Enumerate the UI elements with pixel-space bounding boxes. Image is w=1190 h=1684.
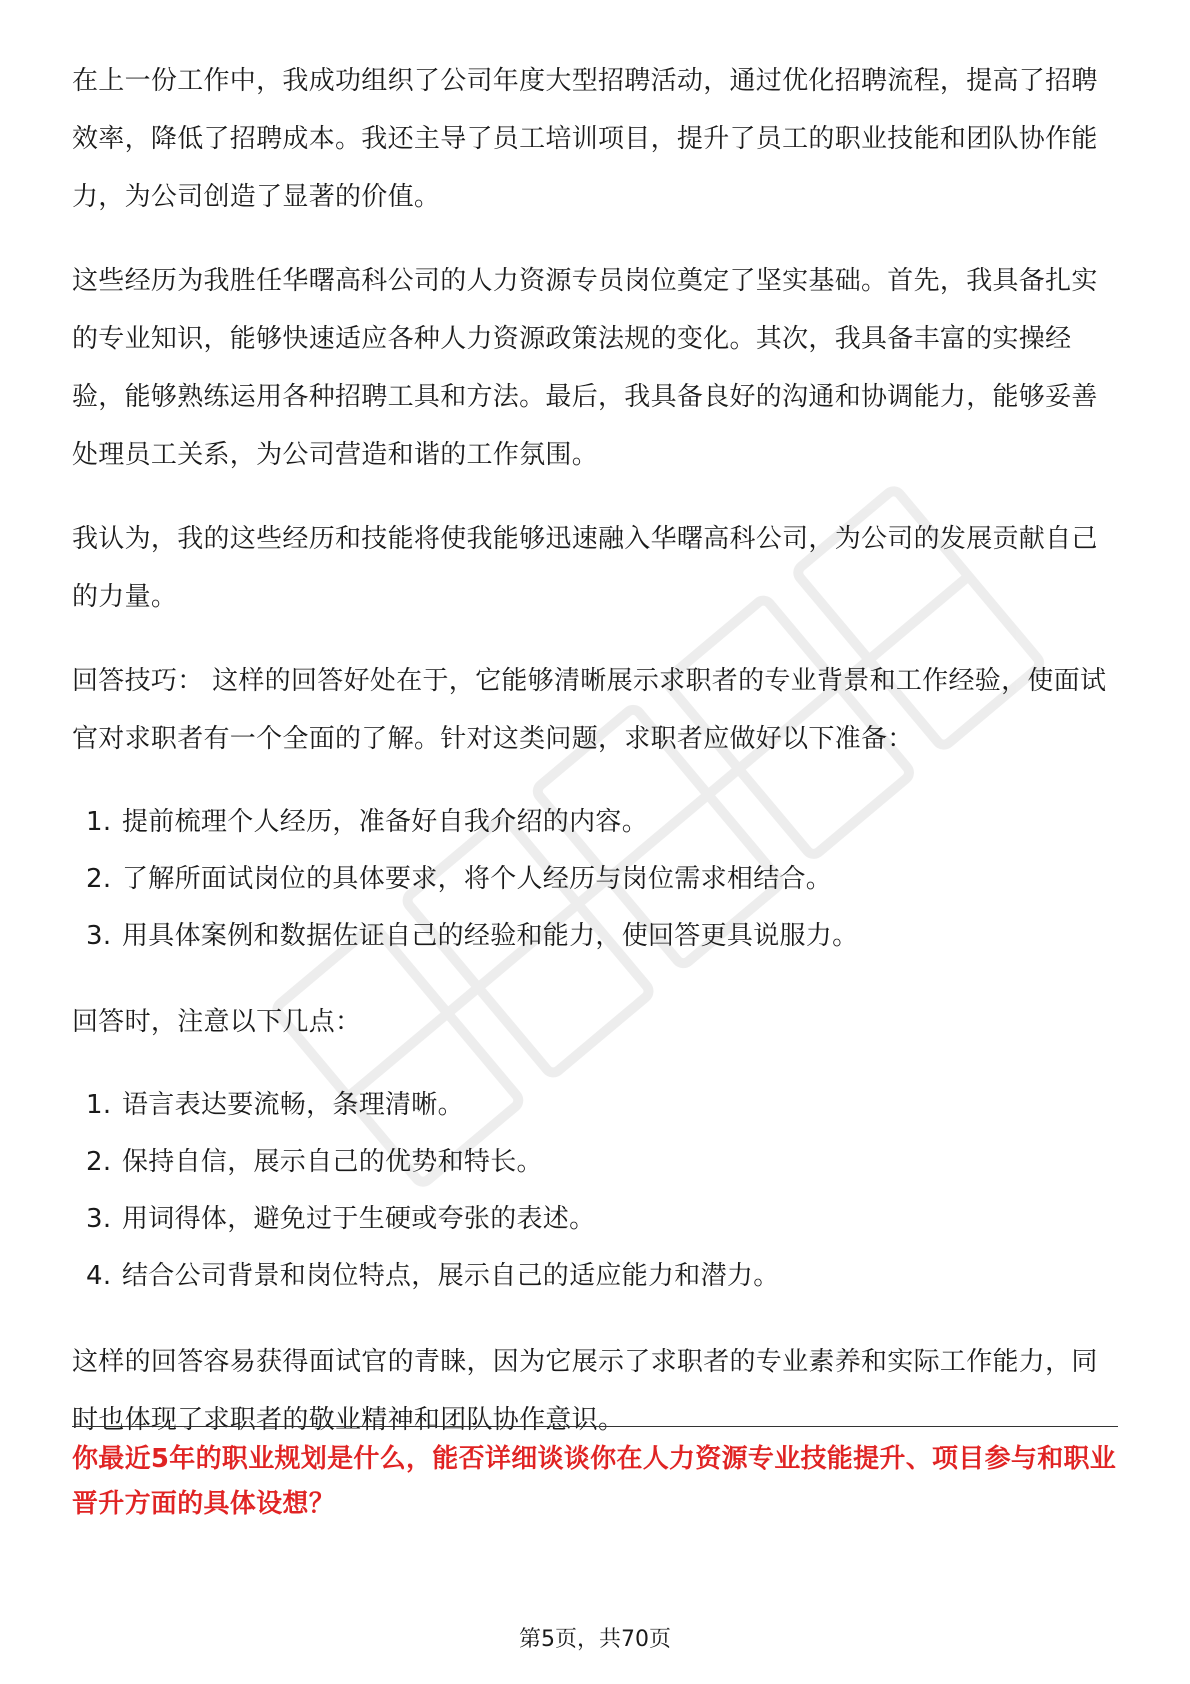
answer-tips-paragraph: 回答技巧： 这样的回答好处在于，它能够清晰展示求职者的专业背景和工作经验，使面试官对求职者有一个全面的了解。针对这类问题，求职者应做好以下准备： [72, 666, 1107, 754]
list-item [72, 1134, 1118, 1191]
list-text: 提前梳理个人经历，准备好自我介绍的内容。 [122, 807, 649, 837]
list-text: 了解所面试岗位的具体要求，将个人经历与岗位需求相结合。 [122, 864, 833, 894]
page-number: 第5页，共70页 [519, 1627, 671, 1652]
paragraph: 在上一份工作中，我成功组织了公司年度大型招聘活动，通过优化招聘流程，提高了招聘效率，降低了招聘成本。我还主导了员工培训项目，提升了员工的职业技能和团队协作能力，为公司创造了显著的价值。 [72, 66, 1098, 212]
next-question-heading: 你最近5年的职业规划是什么，能否详细谈谈你在人力资源专业技能提升、项目参与和职业晋升方面的具体设想？ [72, 1444, 1117, 1519]
list-item [72, 1077, 1118, 1134]
document-body [72, 52, 1118, 1475]
closing-paragraph: 这样的回答容易获得面试官的青睐，因为它展示了求职者的专业素养和实际工作能力，同时也体现了求职者的敬业精神和团队协作意识。 [72, 1347, 1098, 1435]
list-number: 3. [86, 1204, 112, 1234]
paragraph: 我认为，我的这些经历和技能将使我能够迅速融入华曙高科公司，为公司的发展贡献自己的力量。 [72, 524, 1098, 612]
list-item [72, 908, 1118, 965]
list-number: 4. [86, 1261, 112, 1291]
section-divider [72, 1426, 1118, 1427]
list-number: 1. [86, 807, 112, 837]
list-text: 结合公司背景和岗位特点，展示自己的适应能力和潜力。 [122, 1261, 780, 1291]
list-item [72, 794, 1118, 851]
notice-heading: 回答时，注意以下几点： [72, 1007, 362, 1037]
preparation-list [72, 794, 1118, 965]
list-text: 语言表达要流畅，条理清晰。 [122, 1090, 464, 1120]
list-text: 保持自信，展示自己的优势和特长。 [122, 1147, 543, 1177]
list-item [72, 1191, 1118, 1248]
list-item [72, 851, 1118, 908]
list-text: 用具体案例和数据佐证自己的经验和能力，使回答更具说服力。 [122, 921, 859, 951]
list-number: 2. [86, 864, 112, 894]
list-number: 1. [86, 1090, 112, 1120]
notice-list [72, 1077, 1118, 1305]
list-item [72, 1248, 1118, 1305]
list-text: 用词得体，避免过于生硬或夸张的表述。 [122, 1204, 596, 1234]
paragraph: 这些经历为我胜任华曙高科公司的人力资源专员岗位奠定了坚实基础。首先，我具备扎实的专业知识，能够快速适应各种人力资源政策法规的变化。其次，我具备丰富的实操经验，能够熟练运用各种招聘工具和方法。最后，我具备良好的沟通和协调能力，能够妥善处理员工关系，为公司营造和谐的工作氛围。 [72, 266, 1098, 470]
list-number: 2. [86, 1147, 112, 1177]
list-number: 3. [86, 921, 112, 951]
